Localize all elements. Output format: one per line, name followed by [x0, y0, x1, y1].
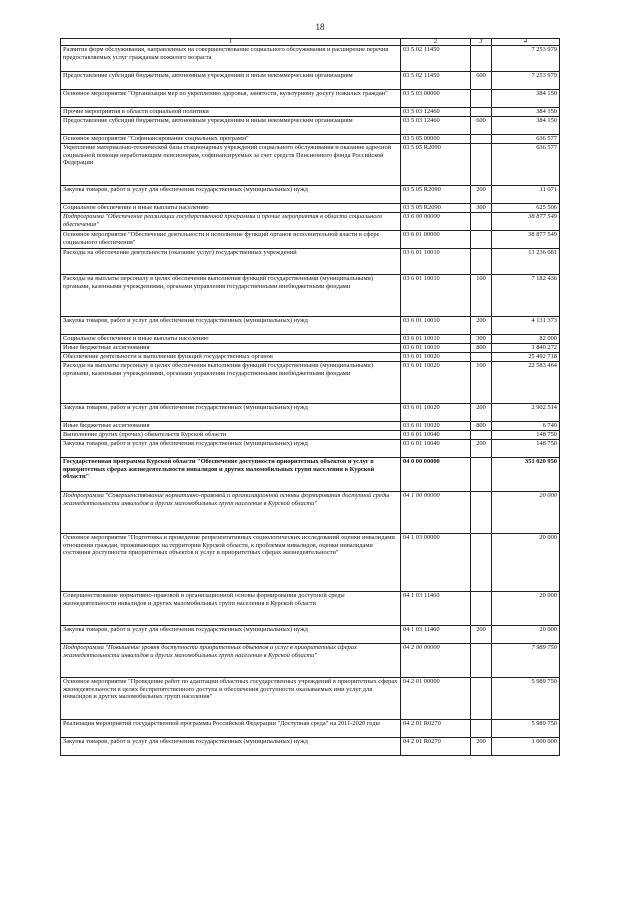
row-code-cell: 04 2 01 R0270 — [401, 738, 471, 756]
header-cell-name: 1 — [61, 39, 401, 46]
row-type-cell — [471, 144, 492, 186]
row-code-cell: 03 6 01 10040 — [401, 440, 471, 458]
row-name-cell: Основное мероприятие "Проведение работ по адаптации областных государственных учреждений в приоритетных сферах жизнедеятельности в целях беспрепятственного доступа и обеспечения доступности оказываемых ими услуг для инвалидов и других маломобильных групп населения" — [61, 678, 401, 720]
row-code-cell: 03 5 05 R2090 — [401, 186, 471, 204]
row-amount-cell: 5 989 750 — [492, 678, 560, 720]
table-row — [61, 644, 560, 678]
row-type-cell: 200 — [471, 317, 492, 335]
row-type-cell — [471, 431, 492, 440]
row-code-cell: 03 6 01 10010 — [401, 335, 471, 344]
row-amount-cell: 7 989 750 — [492, 644, 560, 678]
row-name-cell: Прочие мероприятия в области социальной политики — [61, 108, 401, 117]
row-amount-cell: 7 182 436 — [492, 275, 560, 317]
row-code-cell: 03 6 01 10020 — [401, 362, 471, 404]
row-code-cell: 03 5 05 R2090 — [401, 204, 471, 213]
header-cell-code: 2 — [401, 39, 471, 46]
row-amount-cell: 7 253 979 — [492, 72, 560, 90]
table-row — [61, 344, 560, 353]
table-row — [61, 534, 560, 592]
row-type-cell: 200 — [471, 738, 492, 756]
row-amount-cell: 384 150 — [492, 108, 560, 117]
table-row — [61, 422, 560, 431]
row-name-cell: Закупка товаров, работ и услуг для обеспечения государственных (муниципальных) нужд — [61, 317, 401, 335]
table-row — [61, 592, 560, 626]
row-name-cell: Закупка товаров, работ и услуг для обеспечения государственных (муниципальных) нужд — [61, 440, 401, 458]
row-name-cell: Социальное обеспечение и иные выплаты населению — [61, 204, 401, 213]
table-row — [61, 231, 560, 249]
row-type-cell — [471, 458, 492, 492]
row-amount-cell: 625 506 — [492, 204, 560, 213]
row-amount-cell: 351 020 950 — [492, 458, 560, 492]
row-code-cell: 03 6 01 10010 — [401, 317, 471, 335]
row-type-cell: 200 — [471, 186, 492, 204]
row-name-cell: Выполнение других (прочих) обязательств Курской области — [61, 431, 401, 440]
row-amount-cell: 38 877 549 — [492, 213, 560, 231]
table-row — [61, 108, 560, 117]
row-amount-cell: 1 000 000 — [492, 738, 560, 756]
row-type-cell: 200 — [471, 626, 492, 644]
table-row — [61, 72, 560, 90]
row-amount-cell: 20 000 — [492, 592, 560, 626]
row-code-cell: 04 1 03 11460 — [401, 626, 471, 644]
row-amount-cell: 20 000 — [492, 534, 560, 592]
row-type-cell: 200 — [471, 404, 492, 422]
row-type-cell: 800 — [471, 422, 492, 431]
row-name-cell: Основное мероприятие "Подготовка и проведение репрезентативных социологических исследований оценки инвалидами отношения граждан, проживающих на территории Курской области, к проблемам инвалидов, оценки инвалидами состояния доступности приоритетных объектов и услуг в приоритетных сферах жизнедеятельности" — [61, 534, 401, 592]
table-row — [61, 317, 560, 335]
table-row — [61, 144, 560, 186]
row-type-cell — [471, 592, 492, 626]
row-code-cell: 03 6 00 00000 — [401, 213, 471, 231]
row-name-cell: Расходы на обеспечение деятельности (оказание услуг) государственных учреждений — [61, 249, 401, 275]
row-name-cell: Иные бюджетные ассигнования — [61, 422, 401, 431]
row-amount-cell: 82 000 — [492, 335, 560, 344]
table-row — [61, 431, 560, 440]
row-type-cell: 300 — [471, 204, 492, 213]
row-amount-cell: 384 150 — [492, 117, 560, 135]
table-row — [61, 117, 560, 135]
row-name-cell: Подпрограмма "Обеспечение реализации государственной программы и прочие мероприятия в области социального обеспечения" — [61, 213, 401, 231]
row-type-cell — [471, 492, 492, 534]
row-amount-cell: 148 750 — [492, 440, 560, 458]
row-code-cell: 03 5 02 11450 — [401, 72, 471, 90]
header-cell-amount: 4 — [492, 39, 560, 46]
table-row — [61, 90, 560, 108]
row-type-cell — [471, 353, 492, 362]
row-type-cell — [471, 135, 492, 144]
table-row — [61, 720, 560, 738]
header-row — [61, 39, 560, 46]
row-name-cell: Основное мероприятие "Организация мер по укреплению здоровья, занятости, культурному досугу пожилых граждан" — [61, 90, 401, 108]
row-type-cell: 100 — [471, 362, 492, 404]
row-type-cell: 600 — [471, 117, 492, 135]
row-code-cell: 04 2 00 00000 — [401, 644, 471, 678]
row-name-cell: Расходы на выплаты персоналу в целях обеспечения выполнения функций государственными (муниципальными) органами, казенными учреждениями, органами управления государственными внебюджетными фондами — [61, 275, 401, 317]
row-amount-cell: 20 000 — [492, 492, 560, 534]
row-name-cell: Основное мероприятие "Обеспечение деятельности и исполнение функций органов исполнительной власти в сфере социального обеспечения" — [61, 231, 401, 249]
row-code-cell: 03 6 01 00000 — [401, 231, 471, 249]
row-name-cell: Закупка товаров, работ и услуг для обеспечения государственных (муниципальных) нужд — [61, 626, 401, 644]
row-type-cell — [471, 534, 492, 592]
table-row — [61, 492, 560, 534]
row-type-cell — [471, 231, 492, 249]
table-row — [61, 440, 560, 458]
row-code-cell: 03 5 05 00000 — [401, 135, 471, 144]
row-code-cell: 03 6 01 10020 — [401, 353, 471, 362]
row-type-cell — [471, 678, 492, 720]
row-amount-cell: 13 236 081 — [492, 249, 560, 275]
row-amount-cell: 384 150 — [492, 90, 560, 108]
row-type-cell — [471, 90, 492, 108]
table-row — [61, 213, 560, 231]
row-amount-cell: 6 740 — [492, 422, 560, 431]
row-amount-cell: 636 577 — [492, 144, 560, 186]
row-code-cell: 03 6 01 10020 — [401, 404, 471, 422]
row-name-cell: Государственная программа Курской области "Обеспечение доступности приоритетных объектов и услуг в приоритетных сферах жизнедеятельности инвалидов и других маломобильных групп населения в Курской области" — [61, 458, 401, 492]
row-amount-cell: 1 840 272 — [492, 344, 560, 353]
row-code-cell: 03 5 03 12460 — [401, 108, 471, 117]
table-row — [61, 362, 560, 404]
row-name-cell: Социальное обеспечение и иные выплаты населению — [61, 335, 401, 344]
row-name-cell: Предоставление субсидий бюджетным, автономным учреждениям и иным некоммерческим организациям — [61, 117, 401, 135]
row-code-cell: 03 6 01 10010 — [401, 275, 471, 317]
row-type-cell: 200 — [471, 440, 492, 458]
row-name-cell: Совершенствование нормативно-правовой и организационной основы формирования доступной среды жизнедеятельности инвалидов и других маломобильных групп населения в Курской области — [61, 592, 401, 626]
row-type-cell — [471, 720, 492, 738]
table-row — [61, 275, 560, 317]
row-name-cell: Закупка товаров, работ и услуг для обеспечения государственных (муниципальных) нужд — [61, 186, 401, 204]
row-code-cell: 03 6 01 10020 — [401, 422, 471, 431]
table-row — [61, 135, 560, 144]
row-amount-cell: 636 577 — [492, 135, 560, 144]
row-code-cell: 04 0 00 00000 — [401, 458, 471, 492]
row-code-cell: 04 1 03 11460 — [401, 592, 471, 626]
table-row — [61, 353, 560, 362]
table-row — [61, 204, 560, 213]
page-number: 18 — [315, 22, 325, 32]
row-name-cell: Основное мероприятие "Софинансирование социальных программ" — [61, 135, 401, 144]
row-name-cell: Закупка товаров, работ и услуг для обеспечения государственных (муниципальных) нужд — [61, 404, 401, 422]
budget-table — [60, 38, 560, 756]
row-code-cell: 04 2 01 00000 — [401, 678, 471, 720]
row-type-cell: 600 — [471, 72, 492, 90]
row-code-cell: 03 5 03 12460 — [401, 117, 471, 135]
row-amount-cell: 38 877 549 — [492, 231, 560, 249]
row-code-cell: 03 6 01 10010 — [401, 249, 471, 275]
row-type-cell: 800 — [471, 344, 492, 353]
row-name-cell: Подпрограмма "Совершенствование нормативно-правовой и организационной основы формирования доступной среды жизнедеятельности инвалидов и других маломобильных групп населения в Курской области" — [61, 492, 401, 534]
row-amount-cell: 25 492 718 — [492, 353, 560, 362]
row-type-cell — [471, 46, 492, 72]
row-type-cell: 300 — [471, 335, 492, 344]
row-amount-cell: 5 989 750 — [492, 720, 560, 738]
table-row — [61, 186, 560, 204]
row-name-cell: Расходы на выплаты персоналу в целях обеспечения выполнения функций государственными (муниципальными) органами, казенными учреждениями, органами управления государственными внебюджетными фондами — [61, 362, 401, 404]
row-code-cell: 03 5 02 11450 — [401, 46, 471, 72]
table-row — [61, 458, 560, 492]
row-type-cell — [471, 644, 492, 678]
row-name-cell: Закупка товаров, работ и услуг для обеспечения государственных (муниципальных) нужд — [61, 738, 401, 756]
row-name-cell: Развитие форм обслуживания, направленных на совершенствование социального обслуживания и расширение перечня предоставляемых услуг гражданам пожилого возраста — [61, 46, 401, 72]
table-row — [61, 335, 560, 344]
row-type-cell — [471, 108, 492, 117]
row-amount-cell: 4 131 373 — [492, 317, 560, 335]
row-name-cell: Предоставление субсидий бюджетным, автономным учреждениям и иным некоммерческим организациям — [61, 72, 401, 90]
row-amount-cell: 11 071 — [492, 186, 560, 204]
row-amount-cell: 20 000 — [492, 626, 560, 644]
row-amount-cell: 7 253 979 — [492, 46, 560, 72]
row-type-cell: 100 — [471, 275, 492, 317]
row-code-cell: 03 6 01 10010 — [401, 344, 471, 353]
table-row — [61, 738, 560, 756]
row-code-cell: 03 6 01 10040 — [401, 431, 471, 440]
row-code-cell: 04 2 01 R0270 — [401, 720, 471, 738]
row-amount-cell: 22 583 464 — [492, 362, 560, 404]
row-name-cell: Укрепление материально-технической базы стационарных учреждений социального обслуживания и оказание адресной социальной помощи неработающим пенсионерам, софинансируемых за счет средств Пенсионного фонда Российской Федерации — [61, 144, 401, 186]
table-row — [61, 678, 560, 720]
header-cell-type: 3 — [471, 39, 492, 46]
row-code-cell: 03 5 05 R2090 — [401, 144, 471, 186]
table-row — [61, 46, 560, 72]
table-row — [61, 404, 560, 422]
row-type-cell — [471, 249, 492, 275]
row-name-cell: Подпрограмма "Повышение уровня доступности приоритетных объектов и услуг в приоритетных сферах жизнедеятельности инвалидов и других маломобильных групп населения в Курской области" — [61, 644, 401, 678]
row-name-cell: Иные бюджетные ассигнования — [61, 344, 401, 353]
row-code-cell: 04 1 03 00000 — [401, 534, 471, 592]
row-amount-cell: 2 902 514 — [492, 404, 560, 422]
row-name-cell: Обеспечение деятельности и выполнение функций государственных органов — [61, 353, 401, 362]
table-row — [61, 626, 560, 644]
row-name-cell: Реализация мероприятий государственной программы Российской Федерации "Доступная среда" на 2011-2020 годы — [61, 720, 401, 738]
row-code-cell: 03 5 03 00000 — [401, 90, 471, 108]
row-code-cell: 04 1 00 00000 — [401, 492, 471, 534]
row-type-cell — [471, 213, 492, 231]
row-amount-cell: 148 750 — [492, 431, 560, 440]
table-row — [61, 249, 560, 275]
